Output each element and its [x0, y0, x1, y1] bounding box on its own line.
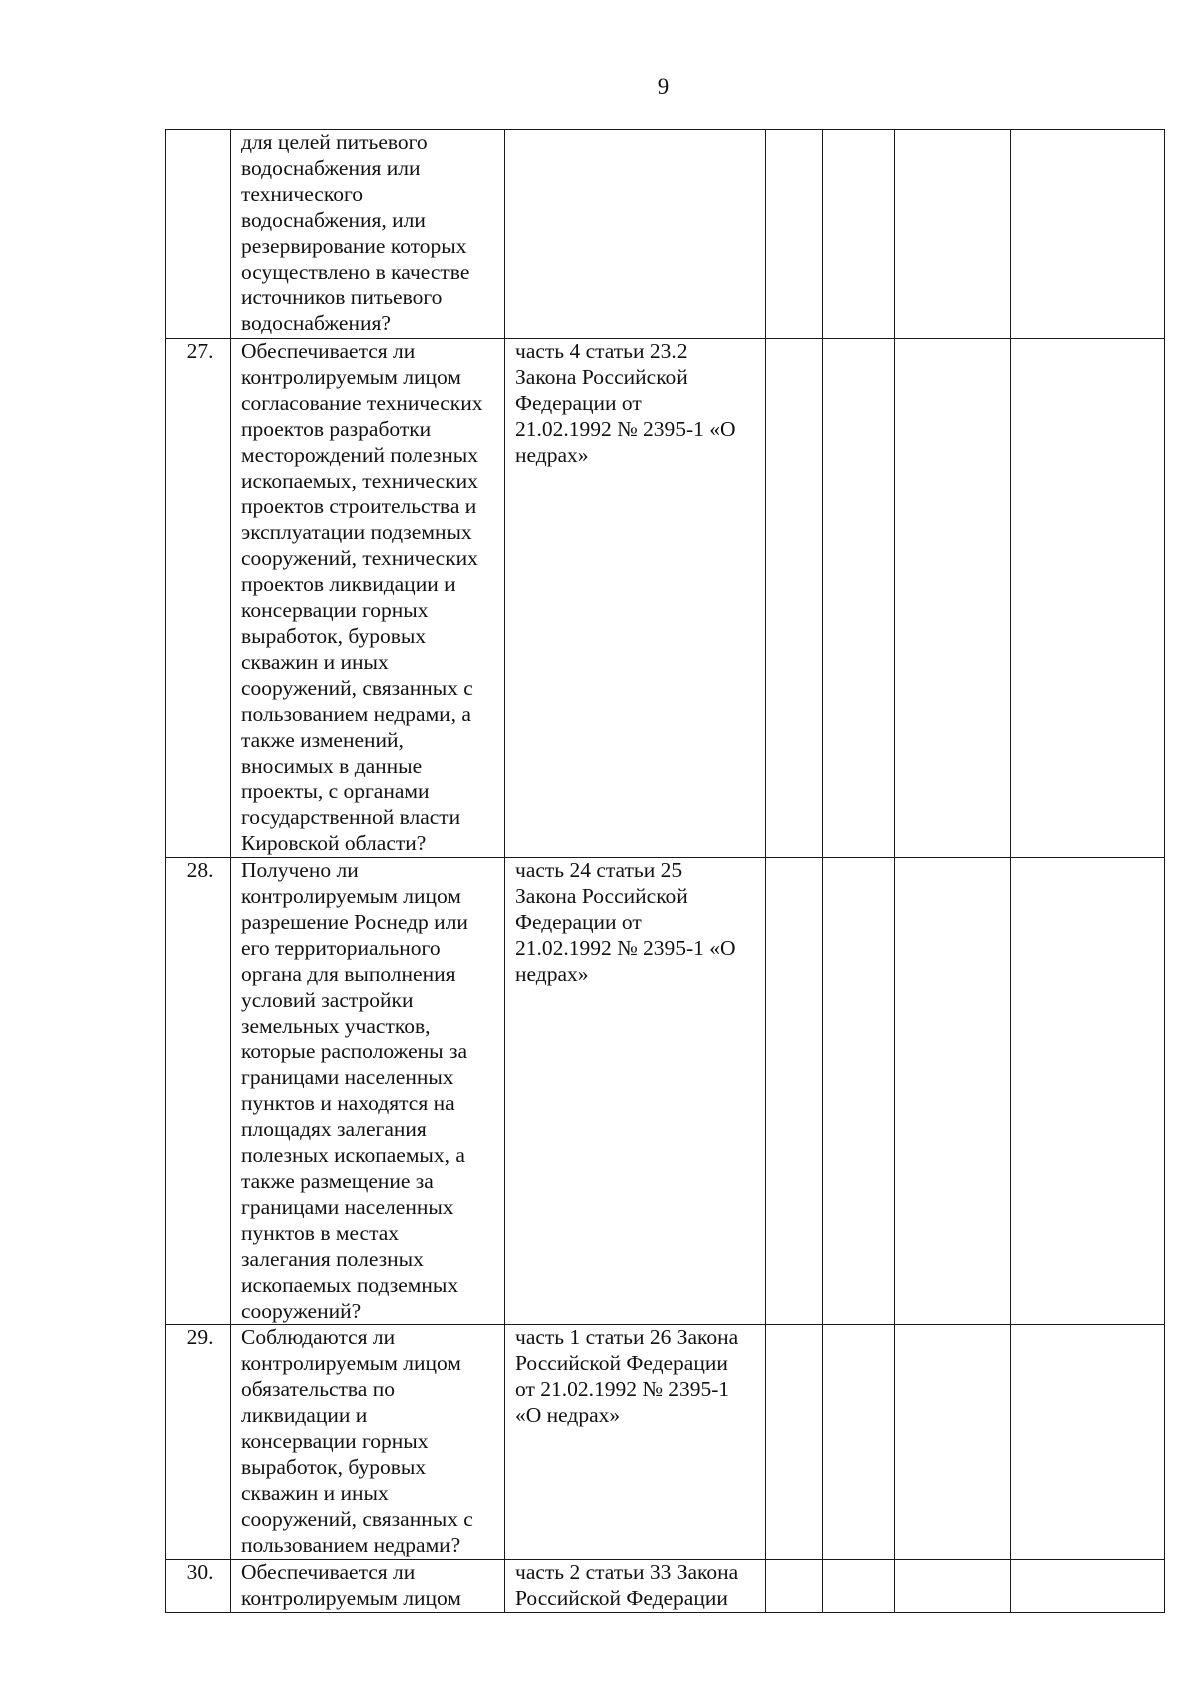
- question-cell: Обеспечивается ли контролируемым лицом согласование технических проектов разработки месторождений полезных ископаемых, технических проектов строительства и эксплуатации подземных сооружений, технических проектов ликвидации и консервации горных выработок, буровых скважин и иных сооружений, связанных с пользованием недрами, а также изменений, вносимых в данные проекты, с органами государственной власти Кировской области?: [231, 339, 505, 858]
- reference-cell: [505, 130, 766, 339]
- note-cell: [1011, 339, 1165, 858]
- answer-yes-cell: [766, 130, 823, 339]
- reference-cell: часть 2 статьи 33 Закона Российской Федерации: [505, 1559, 766, 1612]
- note-cell: [1011, 858, 1165, 1325]
- row-number: 29.: [166, 1325, 231, 1559]
- question-cell: Обеспечивается ли контролируемым лицом: [231, 1559, 505, 1612]
- answer-no-cell: [823, 1559, 895, 1612]
- answer-yes-cell: [766, 339, 823, 858]
- table-row: [166, 858, 1165, 1325]
- checklist-table: [165, 129, 1165, 1613]
- table-row: [166, 339, 1165, 858]
- answer-no-cell: [823, 1325, 895, 1559]
- answer-yes-cell: [766, 1559, 823, 1612]
- question-cell: Соблюдаются ли контролируемым лицом обязательства по ликвидации и консервации горных выработок, буровых скважин и иных сооружений, связанных с пользованием недрами?: [231, 1325, 505, 1559]
- answer-na-cell: [895, 1559, 1011, 1612]
- answer-yes-cell: [766, 1325, 823, 1559]
- row-number: 28.: [166, 858, 231, 1325]
- reference-cell: часть 1 статьи 26 Закона Российской Федерации от 21.02.1992 № 2395-1 «О недрах»: [505, 1325, 766, 1559]
- table-row: [166, 130, 1165, 339]
- table-row: [166, 1325, 1165, 1559]
- note-cell: [1011, 130, 1165, 339]
- row-number: 27.: [166, 339, 231, 858]
- page-number: 9: [657, 74, 670, 99]
- row-number: [166, 130, 231, 339]
- answer-no-cell: [823, 858, 895, 1325]
- answer-na-cell: [895, 858, 1011, 1325]
- answer-no-cell: [823, 130, 895, 339]
- answer-yes-cell: [766, 858, 823, 1325]
- question-cell: для целей питьевого водоснабжения или технического водоснабжения, или резервирование которых осуществлено в качестве источников питьевого водоснабжения?: [231, 130, 505, 339]
- question-cell: Получено ли контролируемым лицом разрешение Роснедр или его территориального органа для выполнения условий застройки земельных участков, которые расположены за границами населенных пунктов и находятся на площадях залегания полезных ископаемых, а также размещение за границами населенных пунктов в местах залегания полезных ископаемых подземных сооружений?: [231, 858, 505, 1325]
- table-row: [166, 1559, 1165, 1612]
- note-cell: [1011, 1559, 1165, 1612]
- note-cell: [1011, 1325, 1165, 1559]
- answer-na-cell: [895, 1325, 1011, 1559]
- reference-cell: часть 24 статьи 25 Закона Российской Федерации от 21.02.1992 № 2395-1 «О недрах»: [505, 858, 766, 1325]
- row-number: 30.: [166, 1559, 231, 1612]
- answer-na-cell: [895, 339, 1011, 858]
- answer-na-cell: [895, 130, 1011, 339]
- answer-no-cell: [823, 339, 895, 858]
- reference-cell: часть 4 статьи 23.2 Закона Российской Федерации от 21.02.1992 № 2395-1 «О недрах»: [505, 339, 766, 858]
